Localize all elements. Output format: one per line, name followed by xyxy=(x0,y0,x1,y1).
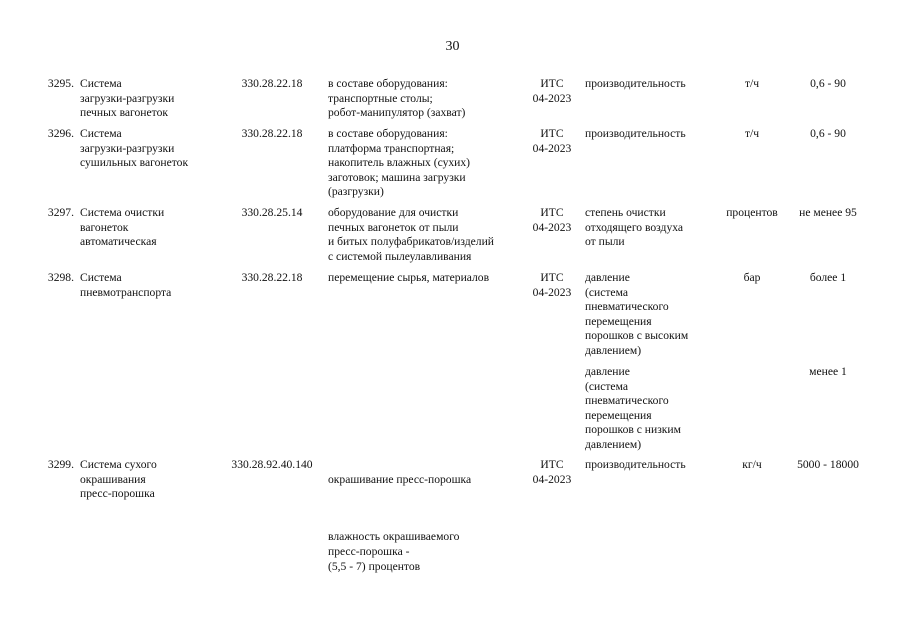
row-number: 3299. xyxy=(47,458,74,471)
okpd-code: 330.28.25.14 xyxy=(241,206,303,219)
okpd-code: 330.28.92.40.140 xyxy=(231,458,313,471)
equipment-name: Система загрузки-разгрузки сушильных вагонеток xyxy=(80,127,189,170)
unit: т/ч xyxy=(744,127,760,140)
description: оборудование для очистки печных вагонеток от пыли и битых полуфабрикатов/изделий с системой пылеулавливания xyxy=(328,206,494,263)
row-number: 3295. xyxy=(47,77,74,90)
equipment-name: Система очистки вагонеток автоматическая xyxy=(80,206,165,249)
parameter: производительность xyxy=(585,127,686,140)
value: менее 1 xyxy=(809,365,847,378)
okpd-code: 330.28.22.18 xyxy=(241,77,303,90)
page-number: 30 xyxy=(445,39,460,54)
value: 5000 - 18000 xyxy=(797,458,859,471)
description xyxy=(328,458,518,589)
row-number: 3298. xyxy=(47,271,74,284)
value: 0,6 - 90 xyxy=(810,77,846,90)
row-number: 3297. xyxy=(47,206,74,219)
parameter: производительность xyxy=(585,77,686,90)
description: в составе оборудования: платформа транспортная; накопитель влажных (сухих) заготовок; машина загрузки (разгрузки) xyxy=(328,127,471,199)
description-line: влажность окрашиваемого пресс-порошка - (5,5 - 7) процентов xyxy=(328,530,460,573)
its-reference: ИТС 04-2023 xyxy=(532,127,572,155)
unit: бар xyxy=(743,271,761,284)
unit: т/ч xyxy=(744,77,760,90)
parameter: степень очистки отходящего воздуха от пыли xyxy=(585,206,684,249)
okpd-code: 330.28.22.18 xyxy=(241,271,303,284)
parameter: давление (система пневматического перемещения порошков с низким давлением) xyxy=(585,365,681,451)
value: более 1 xyxy=(809,271,847,284)
description-line: окрашивание пресс-порошка xyxy=(328,472,472,486)
description: перемещение сырья, материалов xyxy=(328,271,490,284)
parameter: производительность xyxy=(585,458,686,471)
equipment-name: Система загрузки-разгрузки печных вагонеток xyxy=(80,77,175,120)
its-reference: ИТС 04-2023 xyxy=(532,77,572,105)
spacer xyxy=(328,502,518,516)
value: не менее 95 xyxy=(799,206,857,219)
equipment-name: Система сухого окрашивания пресс-порошка xyxy=(80,458,157,501)
value: 0,6 - 90 xyxy=(810,127,846,140)
okpd-code: 330.28.22.18 xyxy=(241,127,303,140)
unit: кг/ч xyxy=(742,458,762,471)
its-reference: ИТС 04-2023 xyxy=(532,458,572,486)
unit: процентов xyxy=(726,206,778,219)
parameter: давление (система пневматического перемещения порошков с высоким давлением) xyxy=(585,271,689,357)
its-reference: ИТС 04-2023 xyxy=(532,206,572,234)
its-reference: ИТС 04-2023 xyxy=(532,271,572,299)
row-number: 3296. xyxy=(47,127,74,140)
equipment-name: Система пневмотранспорта xyxy=(80,271,172,299)
description: в составе оборудования: транспортные столы; робот-манипулятор (захват) xyxy=(328,77,466,120)
